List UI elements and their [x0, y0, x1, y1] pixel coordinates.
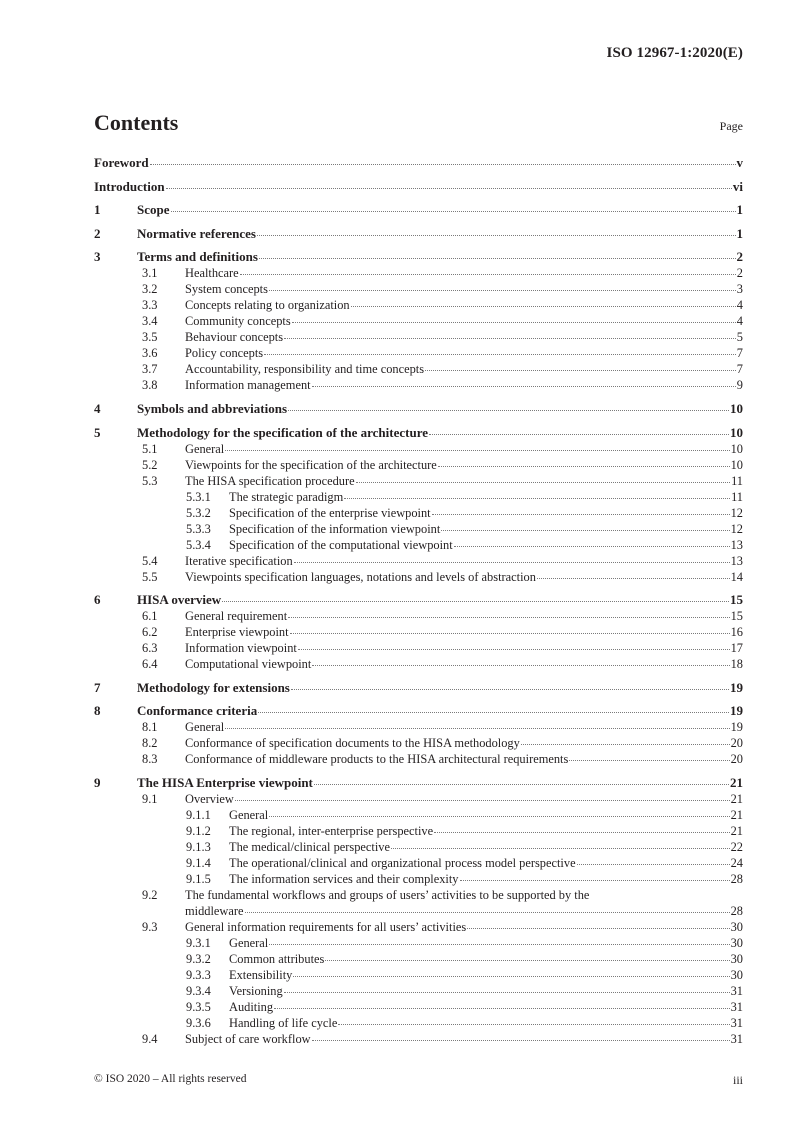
toc-entry-number: 3.3 [142, 298, 158, 313]
toc-entry-title: Community concepts [185, 314, 291, 329]
dot-leader [454, 545, 730, 547]
toc-entry-title: Auditing [229, 999, 274, 1014]
dot-leader [438, 465, 730, 467]
toc-entry[interactable] [94, 521, 743, 537]
toc-entry-number: 5.3.4 [186, 537, 211, 552]
toc-entry-page: 24 [730, 855, 743, 870]
dot-leader [441, 529, 729, 531]
toc-entry-page: 28 [730, 871, 743, 886]
toc-entry-page: 19 [730, 703, 743, 719]
toc-entry-title: Conformance of specification documents to the HISA methodology [185, 736, 520, 751]
toc-entry[interactable] [94, 249, 743, 265]
toc-entry[interactable] [94, 265, 743, 281]
toc-entry-page: 20 [730, 752, 743, 767]
toc-entry-number: 6.3 [142, 641, 158, 656]
toc-entry[interactable] [94, 640, 743, 656]
dot-leader [288, 616, 729, 618]
toc-entry-page: 10 [730, 457, 743, 472]
dot-leader [314, 783, 729, 785]
toc-entry[interactable] [94, 361, 743, 377]
toc-entry[interactable] [94, 839, 743, 855]
toc-entry-page: 30 [730, 935, 743, 950]
toc-entry-number: 8.3 [142, 752, 158, 767]
toc-entry-page: 20 [730, 736, 743, 751]
toc-entry-page: 1 [736, 202, 743, 218]
toc-entry-number: 6.2 [142, 625, 158, 640]
dot-leader [294, 561, 730, 563]
toc-entry-page: 15 [730, 592, 743, 608]
toc-entry-number: 5 [94, 424, 101, 440]
toc-entry-title: Behaviour concepts [185, 330, 284, 345]
toc-entry[interactable] [94, 871, 743, 887]
toc-entry-page: 1 [736, 225, 743, 241]
toc-entry[interactable] [94, 202, 743, 218]
dot-leader [537, 577, 730, 579]
toc-entry-number: 5.3 [142, 473, 158, 488]
toc-entry-number: 9.1.5 [186, 871, 211, 886]
toc-entry[interactable] [94, 656, 743, 672]
contents-title: Contents [94, 110, 179, 135]
dot-leader [577, 863, 730, 865]
toc-entry-title: Terms and definitions [137, 249, 258, 265]
dot-leader [467, 927, 729, 929]
toc-entry[interactable] [94, 735, 743, 751]
toc-entry-title: Accountability, responsibility and time concepts [185, 362, 425, 377]
toc-entry[interactable] [94, 935, 743, 951]
dot-leader [391, 847, 730, 849]
toc-entry-number: 9.1.1 [186, 807, 211, 822]
toc-entry[interactable] [94, 1031, 743, 1047]
toc-entry-title-continuation: middleware [185, 903, 244, 918]
dot-leader [293, 975, 729, 977]
toc-entry-title: Foreword [94, 155, 149, 170]
toc-entry[interactable] [94, 329, 743, 345]
toc-entry-number: 5.3.2 [186, 505, 211, 520]
toc-entry-page: 10 [730, 441, 743, 456]
toc-entry-title: Introduction [94, 178, 165, 194]
toc-entry-page: 10 [730, 400, 743, 416]
toc-entry[interactable] [94, 473, 743, 489]
toc-entry-page: 2 [736, 249, 743, 265]
toc-entry[interactable] [94, 983, 743, 999]
toc-entry-page: 19 [730, 720, 743, 735]
dot-leader [240, 273, 736, 275]
toc-entry-title: Handling of life cycle [229, 1015, 338, 1030]
toc-entry-title: The regional, inter-enterprise perspective [229, 823, 434, 838]
dot-leader [222, 600, 729, 602]
dot-leader [264, 353, 736, 355]
dot-leader [245, 911, 730, 913]
dot-leader [225, 727, 729, 729]
toc-entry-page: 15 [730, 609, 743, 624]
dot-leader [432, 513, 730, 515]
toc-entry[interactable] [94, 719, 743, 735]
toc-entry-title: Policy concepts [185, 346, 264, 361]
toc-entry-number: 3.1 [142, 266, 158, 281]
dot-leader [284, 991, 730, 993]
dot-leader [429, 433, 729, 435]
toc-entry[interactable] [94, 967, 743, 983]
toc-entry-number: 8 [94, 703, 101, 719]
toc-entry-number: 6 [94, 592, 101, 608]
toc-entry-number: 9.4 [142, 1031, 158, 1046]
toc-entry-title: The operational/clinical and organizational process model perspective [229, 855, 576, 870]
toc-entry-title: Symbols and abbreviations [137, 400, 288, 416]
dot-leader [325, 959, 729, 961]
toc-entry-number: 3.2 [142, 282, 158, 297]
toc-entry-page: 13 [730, 553, 743, 568]
toc-entry-number: 8.2 [142, 736, 158, 751]
toc-entry-number: 9.3.5 [186, 999, 211, 1014]
toc-entry-title: General [185, 720, 225, 735]
page-column-label: Page [719, 119, 743, 133]
toc-entry-title: Extensibility [229, 967, 293, 982]
toc-entry[interactable] [94, 505, 743, 521]
toc-entry-number: 5.2 [142, 457, 158, 472]
toc-entry-number: 9.3 [142, 919, 158, 934]
toc-entry-title: The HISA Enterprise viewpoint [137, 774, 313, 790]
toc-entry-title: Specification of the computational viewpoint [229, 537, 453, 552]
dot-leader [269, 943, 729, 945]
toc-entry-page: 12 [730, 505, 743, 520]
toc-entry-page: 21 [730, 791, 743, 806]
toc-entry[interactable] [94, 226, 743, 242]
toc-entry-number: 1 [94, 202, 101, 218]
dot-leader [351, 305, 736, 307]
toc-entry-title: Specification of the information viewpoint [229, 521, 441, 536]
toc-entry-number: 6.1 [142, 609, 158, 624]
toc-entry[interactable] [94, 951, 743, 967]
toc-entry[interactable] [94, 823, 743, 839]
toc-entry[interactable] [94, 457, 743, 473]
dot-leader [356, 481, 730, 483]
toc-entry-title: The strategic paradigm [229, 489, 344, 504]
toc-entry[interactable] [94, 592, 743, 608]
toc-entry[interactable] [94, 441, 743, 457]
toc-entry-number: 9.1.2 [186, 823, 211, 838]
dot-leader [225, 449, 729, 451]
toc-entry-page: 13 [730, 537, 743, 552]
toc-entry-page: 3 [736, 282, 743, 297]
toc-entry[interactable] [94, 887, 743, 903]
toc-entry-page: 4 [736, 298, 743, 313]
dot-leader [434, 831, 730, 833]
toc-entry-title: System concepts [185, 282, 268, 297]
toc-entry-page: 4 [736, 314, 743, 329]
toc-entry-title: The HISA specification procedure [185, 473, 355, 488]
toc-entry-number: 6.4 [142, 657, 158, 672]
toc-entry-page: 10 [730, 424, 743, 440]
toc-entry-title: Methodology for the specification of the architecture [137, 424, 428, 440]
dot-leader [521, 743, 730, 745]
toc-entry-page: 9 [736, 378, 743, 393]
toc-entry[interactable] [94, 489, 743, 505]
toc-entry-page: v [736, 155, 743, 170]
toc-entry-number: 3.5 [142, 330, 158, 345]
toc-entry-page: 12 [730, 521, 743, 536]
dot-leader [259, 257, 736, 259]
toc-entry-page: 11 [731, 489, 743, 504]
toc-entry-number: 3 [94, 249, 101, 265]
dot-leader [257, 234, 736, 236]
toc-entry-number: 9.1 [142, 791, 158, 806]
dot-leader [235, 799, 730, 801]
toc-entry-page: 2 [736, 266, 743, 281]
table-of-contents [94, 155, 743, 1047]
toc-entry-title: Iterative specification [185, 553, 293, 568]
toc-entry-page: 18 [730, 657, 743, 672]
dot-leader [292, 321, 736, 323]
dot-leader [150, 163, 736, 165]
dot-leader [288, 409, 729, 411]
toc-entry-continuation[interactable] [94, 903, 743, 919]
toc-entry-title: The medical/clinical perspective [229, 839, 390, 854]
dot-leader [274, 1007, 730, 1009]
toc-entry[interactable] [94, 703, 743, 719]
toc-entry-page: 7 [736, 346, 743, 361]
dot-leader [425, 369, 736, 371]
toc-entry-title: Computational viewpoint [185, 657, 312, 672]
toc-entry[interactable] [94, 624, 743, 640]
toc-entry[interactable] [94, 680, 743, 696]
toc-entry-title: Subject of care workflow [185, 1031, 311, 1046]
toc-entry-title: General [185, 441, 225, 456]
toc-entry-number: 5.3.1 [186, 489, 211, 504]
toc-entry-title: Healthcare [185, 266, 239, 281]
toc-entry-page: 5 [736, 330, 743, 345]
toc-entry-title: Information viewpoint [185, 641, 297, 656]
toc-entry-page: vi [732, 178, 743, 194]
dot-leader [312, 664, 729, 666]
toc-entry[interactable] [94, 608, 743, 624]
toc-entry-page: 11 [731, 473, 743, 488]
toc-entry-page: 28 [730, 903, 743, 918]
toc-entry-title: The fundamental workflows and groups of users’ activities to be supported by the [185, 887, 590, 902]
toc-entry-page: 14 [730, 569, 743, 584]
toc-entry-number: 5.5 [142, 569, 158, 584]
toc-entry-page: 19 [730, 679, 743, 695]
toc-entry-title: Specification of the enterprise viewpoint [229, 505, 431, 520]
toc-entry-number: 8.1 [142, 720, 158, 735]
dot-leader [312, 385, 736, 387]
toc-entry-title: Information management [185, 378, 311, 393]
toc-entry-page: 30 [730, 967, 743, 982]
dot-leader [284, 337, 736, 339]
toc-entry-title: Overview [185, 791, 234, 806]
toc-entry-number: 9.3.3 [186, 967, 211, 982]
toc-entry[interactable] [94, 401, 743, 417]
toc-entry-title: Conformance criteria [137, 703, 258, 719]
toc-entry-page: 21 [730, 823, 743, 838]
copyright-footer: © ISO 2020 – All rights reserved [94, 1073, 247, 1085]
dot-leader [291, 688, 729, 690]
dot-leader [166, 187, 732, 189]
toc-entry-number: 9.3.4 [186, 983, 211, 998]
toc-entry-number: 9.3.1 [186, 935, 211, 950]
toc-entry[interactable] [94, 775, 743, 791]
toc-entry-number: 9.1.4 [186, 855, 211, 870]
dot-leader [569, 759, 729, 761]
toc-entry[interactable] [94, 377, 743, 393]
toc-entry-number: 5.4 [142, 553, 158, 568]
toc-entry-page: 31 [730, 1031, 743, 1046]
dot-leader [460, 879, 730, 881]
toc-entry-number: 7 [94, 679, 101, 695]
toc-entry-number: 9.3.6 [186, 1015, 211, 1030]
toc-entry-title: HISA overview [137, 592, 222, 608]
toc-entry[interactable] [94, 281, 743, 297]
toc-entry[interactable] [94, 807, 743, 823]
toc-entry-number: 9 [94, 774, 101, 790]
toc-entry-title: Scope [137, 202, 170, 218]
toc-entry[interactable] [94, 345, 743, 361]
toc-entry-title: Conformance of middleware products to the HISA architectural requirements [185, 752, 569, 767]
toc-entry-page: 21 [730, 774, 743, 790]
toc-entry[interactable] [94, 297, 743, 313]
toc-entry-page: 30 [730, 919, 743, 934]
page-number: iii [732, 1073, 743, 1087]
toc-entry-title: Viewpoints for the specification of the architecture [185, 457, 437, 472]
dot-leader [171, 210, 736, 212]
toc-entry-title: Viewpoints specification languages, notations and levels of abstraction [185, 569, 536, 584]
toc-entry-number: 9.3.2 [186, 951, 211, 966]
dot-leader [298, 648, 730, 650]
toc-entry[interactable] [94, 425, 743, 441]
toc-entry[interactable] [94, 1015, 743, 1031]
dot-leader [269, 289, 736, 291]
dot-leader [269, 815, 729, 817]
toc-entry-number: 4 [94, 400, 101, 416]
toc-entry[interactable] [94, 919, 743, 935]
toc-entry[interactable] [94, 569, 743, 585]
toc-entry-title: Normative references [137, 225, 256, 241]
toc-entry-number: 5.3.3 [186, 521, 211, 536]
toc-entry-title: The information services and their complexity [229, 871, 459, 886]
toc-entry[interactable] [94, 553, 743, 569]
toc-entry-title: Versioning [229, 983, 283, 998]
toc-entry[interactable] [94, 313, 743, 329]
toc-entry-page: 31 [730, 1015, 743, 1030]
toc-entry-number: 3.7 [142, 362, 158, 377]
toc-entry-title: Methodology for extensions [137, 679, 290, 695]
toc-entry-title: Common attributes [229, 951, 325, 966]
dot-leader [258, 711, 729, 713]
toc-entry-page: 22 [730, 839, 743, 854]
toc-entry-page: 7 [736, 362, 743, 377]
toc-entry-page: 31 [730, 999, 743, 1014]
dot-leader [290, 632, 730, 634]
toc-entry[interactable] [94, 999, 743, 1015]
toc-entry-title: General requirement [185, 609, 288, 624]
dot-leader [312, 1039, 730, 1041]
document-id: ISO 12967-1:2020(E) [606, 45, 743, 61]
toc-entry-number: 9.2 [142, 887, 158, 902]
toc-entry-title: General [229, 935, 269, 950]
toc-entry-number: 9.1.3 [186, 839, 211, 854]
toc-entry[interactable] [94, 751, 743, 767]
toc-entry-number: 5.1 [142, 441, 158, 456]
toc-entry-title: Enterprise viewpoint [185, 625, 289, 640]
toc-entry-number: 2 [94, 225, 101, 241]
toc-entry-page: 17 [730, 641, 743, 656]
toc-entry-title: General information requirements for all users’ activities [185, 919, 467, 934]
toc-entry-number: 3.8 [142, 378, 158, 393]
toc-entry-page: 31 [730, 983, 743, 998]
toc-entry[interactable] [94, 155, 743, 171]
toc-entry-page: 30 [730, 951, 743, 966]
toc-entry[interactable] [94, 855, 743, 871]
toc-entry-page: 21 [730, 807, 743, 822]
dot-leader [344, 497, 730, 499]
toc-entry-number: 3.6 [142, 346, 158, 361]
dot-leader [338, 1023, 729, 1025]
toc-entry-title: General [229, 807, 269, 822]
toc-entry[interactable] [94, 537, 743, 553]
toc-entry-title: Concepts relating to organization [185, 298, 350, 313]
toc-entry[interactable] [94, 791, 743, 807]
toc-entry[interactable] [94, 179, 743, 195]
toc-entry-number: 3.4 [142, 314, 158, 329]
toc-entry-page: 16 [730, 625, 743, 640]
